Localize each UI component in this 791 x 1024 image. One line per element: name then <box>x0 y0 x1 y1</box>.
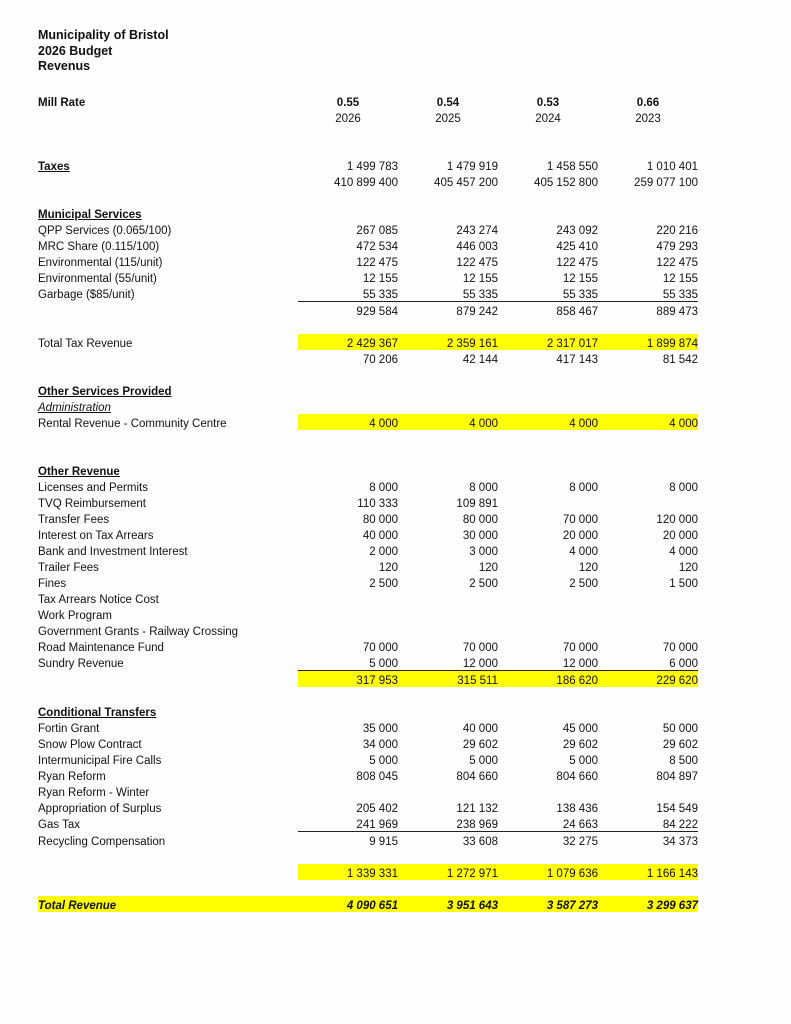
or-r1-label: TVQ Reimbursement <box>38 497 147 510</box>
title-line-3: Revenus <box>38 59 91 73</box>
ct-r4-c2 <box>398 783 498 799</box>
total-tax-revenue-c3: 2 317 017 <box>498 334 598 350</box>
header-row-mill-rate <box>38 93 698 109</box>
ct-r2-c2: 5 000 <box>469 754 498 767</box>
or-subtotal-c4: 229 620 <box>598 670 698 687</box>
ms-subtotal-c2: 879 242 <box>398 301 498 318</box>
ct-subtotal-c3: 1 079 636 <box>498 864 598 880</box>
total-revenue-c2: 3 951 643 <box>398 896 498 912</box>
ttr-below-c4: 81 542 <box>662 353 698 366</box>
ct-r6-label: Gas Tax <box>38 819 80 831</box>
ct-r5-c2: 121 132 <box>456 802 498 815</box>
or-r11-c2: 12 000 <box>462 657 498 670</box>
or-r8-c2 <box>398 606 498 622</box>
spacer <box>38 880 698 896</box>
or-r10-c3: 70 000 <box>562 641 598 654</box>
or-r1-c1: 110 333 <box>357 497 398 510</box>
ms-r0-c1: 267 085 <box>356 224 398 237</box>
table-row <box>38 735 698 751</box>
or-r9-c2 <box>398 622 498 638</box>
ms-r2-c3: 122 475 <box>556 256 598 269</box>
ttr-below-c3: 417 143 <box>556 353 598 366</box>
or-r0-label: Licenses and Permits <box>38 481 148 494</box>
table-row <box>38 638 698 654</box>
or-subtotal-c3: 186 620 <box>498 670 598 687</box>
ct-r4-c3 <box>498 783 598 799</box>
other-revenue-heading: Other Revenue <box>38 465 120 478</box>
total-tax-revenue-label: Total Tax Revenue <box>38 337 133 350</box>
title-line-1: Municipality of Bristol <box>38 28 169 42</box>
ct-subtotal-c4: 1 166 143 <box>598 864 698 880</box>
ms-r4-c2: 55 335 <box>462 288 498 301</box>
total-tax-revenue-row <box>38 334 698 350</box>
or-r9-c3 <box>498 622 598 638</box>
or-r10-c4: 70 000 <box>662 641 698 654</box>
table-row <box>38 799 698 815</box>
spacer <box>38 141 698 157</box>
or-r11-c1: 5 000 <box>369 657 398 670</box>
title-line-2: 2026 Budget <box>38 43 113 58</box>
or-r2-c1: 80 000 <box>362 513 398 526</box>
ct-r6-c1: 241 969 <box>356 818 398 831</box>
or-r9-c1 <box>298 622 398 638</box>
table-row <box>38 173 698 189</box>
ct-r1-c3: 29 602 <box>562 738 598 751</box>
mill-rate-2024: 0.53 <box>536 96 560 109</box>
ct-r0-c1: 35 000 <box>362 722 398 735</box>
taxes-r1-c1: 410 899 400 <box>334 176 398 189</box>
ct-r7-label: Recycling Compensation <box>38 835 166 848</box>
table-row <box>38 221 698 237</box>
or-r1-c4 <box>598 494 698 510</box>
ct-r0-c4: 50 000 <box>662 722 698 735</box>
spacer <box>38 318 698 334</box>
or-r7-c3 <box>498 590 598 606</box>
or-r1-c2: 109 891 <box>456 497 498 510</box>
taxes-r1-c2: 405 457 200 <box>434 176 498 189</box>
or-r4-c4: 4 000 <box>669 545 698 558</box>
other-revenue-subtotal <box>38 670 698 687</box>
or-r2-c3: 70 000 <box>562 513 598 526</box>
ct-r2-c4: 8 500 <box>669 754 698 767</box>
ms-r4-c3: 55 335 <box>562 288 598 301</box>
or-r11-label: Sundry Revenue <box>38 658 124 670</box>
taxes-r1-label <box>38 173 298 189</box>
ct-r4-c1 <box>298 783 398 799</box>
or-r1-c3 <box>498 494 598 510</box>
ct-r6-c3: 24 663 <box>562 818 598 831</box>
spacer <box>38 189 698 205</box>
or-r11-c4: 6 000 <box>669 657 698 670</box>
section-heading-conditional-transfers <box>38 703 698 719</box>
mill-rate-2025: 0.54 <box>436 96 460 109</box>
ms-r3-label: Environmental (55/unit) <box>38 272 157 285</box>
table-row <box>38 542 698 558</box>
or-r5-c2: 120 <box>478 561 498 574</box>
subsection-heading-administration <box>38 398 698 414</box>
taxes-r0-c1: 1 499 783 <box>346 160 398 173</box>
other-services-heading: Other Services Provided <box>38 385 172 398</box>
or-r8-c1 <box>298 606 398 622</box>
year-col-2: 2025 <box>435 112 461 125</box>
or-r6-c2: 2 500 <box>469 577 498 590</box>
ct-r0-label: Fortin Grant <box>38 722 100 735</box>
os-r0-c1: 4 000 <box>298 414 398 430</box>
table-row <box>38 478 698 494</box>
ct-r5-c4: 154 549 <box>656 802 698 815</box>
section-heading-municipal-services <box>38 205 698 221</box>
municipal-services-subtotal <box>38 301 698 318</box>
table-row <box>38 654 698 671</box>
table-row <box>38 574 698 590</box>
ms-r2-label: Environmental (115/unit) <box>38 256 163 269</box>
spacer <box>38 446 698 462</box>
total-revenue-label: Total Revenue <box>38 896 298 912</box>
ms-r0-label: QPP Services (0.065/100) <box>38 224 172 237</box>
or-r10-label: Road Maintenance Fund <box>38 641 164 654</box>
or-r7-c1 <box>298 590 398 606</box>
mill-rate-label: Mill Rate <box>38 96 86 109</box>
table-row <box>38 783 698 799</box>
or-r3-c1: 40 000 <box>362 529 398 542</box>
ms-r1-c3: 425 410 <box>556 240 598 253</box>
table-row <box>38 815 698 832</box>
ms-r0-c4: 220 216 <box>656 224 698 237</box>
ct-subtotal-c2: 1 272 971 <box>398 864 498 880</box>
ms-r2-c2: 122 475 <box>456 256 498 269</box>
or-r0-c2: 8 000 <box>469 481 498 494</box>
ms-r3-c3: 12 155 <box>562 272 598 285</box>
or-r8-c4 <box>598 606 698 622</box>
or-r9-label: Government Grants - Railway Crossing <box>38 625 239 638</box>
or-r6-label: Fines <box>38 577 67 590</box>
total-revenue-c3: 3 587 273 <box>498 896 598 912</box>
ct-r1-c2: 29 602 <box>462 738 498 751</box>
ms-r3-c2: 12 155 <box>462 272 498 285</box>
or-r10-c1: 70 000 <box>362 641 398 654</box>
total-revenue-c1: 4 090 651 <box>298 896 398 912</box>
spacer <box>38 687 698 703</box>
table-row <box>38 269 698 285</box>
ct-r1-c4: 29 602 <box>662 738 698 751</box>
or-r8-c3 <box>498 606 598 622</box>
ms-subtotal-c3: 858 467 <box>498 301 598 318</box>
spacer <box>38 430 698 446</box>
table-row <box>38 719 698 735</box>
total-tax-revenue-c2: 2 359 161 <box>398 334 498 350</box>
table-row <box>38 558 698 574</box>
ms-r2-c1: 122 475 <box>356 256 398 269</box>
table-row <box>38 606 698 622</box>
ct-r2-label: Intermunicipal Fire Calls <box>38 754 162 767</box>
ct-r6-c4: 84 222 <box>662 818 698 831</box>
or-r0-c1: 8 000 <box>369 481 398 494</box>
ms-r3-c1: 12 155 <box>362 272 398 285</box>
ct-subtotal-c1: 1 339 331 <box>298 864 398 880</box>
or-r0-c3: 8 000 <box>569 481 598 494</box>
ct-r3-c4: 804 897 <box>656 770 698 783</box>
ttr-below-c2: 42 144 <box>462 353 498 366</box>
ct-r1-label: Snow Plow Contract <box>38 738 142 751</box>
ct-r7-c4: 34 373 <box>598 831 698 848</box>
spacer <box>38 366 698 382</box>
ct-r0-c2: 40 000 <box>462 722 498 735</box>
ct-r1-c1: 34 000 <box>362 738 398 751</box>
or-r6-c1: 2 500 <box>369 577 398 590</box>
or-r4-label: Bank and Investment Interest <box>38 545 188 558</box>
ct-r3-c1: 808 045 <box>356 770 398 783</box>
ct-r7-c3: 32 275 <box>498 831 598 848</box>
ct-r6-c2: 238 969 <box>456 818 498 831</box>
conditional-transfers-subtotal <box>38 864 698 880</box>
or-r7-c2 <box>398 590 498 606</box>
table-row <box>38 494 698 510</box>
or-r2-label: Transfer Fees <box>38 513 110 526</box>
taxes-r0-c3: 1 458 550 <box>546 160 598 173</box>
table-row <box>38 622 698 638</box>
ct-r5-c1: 205 402 <box>356 802 398 815</box>
or-r4-c2: 3 000 <box>469 545 498 558</box>
or-r5-c1: 120 <box>378 561 398 574</box>
total-revenue-c4: 3 299 637 <box>598 896 698 912</box>
os-r0-c3: 4 000 <box>498 414 598 430</box>
ms-r1-c4: 479 293 <box>656 240 698 253</box>
document-title <box>38 28 728 75</box>
os-r0-label: Rental Revenue - Community Centre <box>38 417 227 430</box>
or-r6-c3: 2 500 <box>569 577 598 590</box>
ttr-below-label <box>38 350 298 366</box>
os-r0-c2: 4 000 <box>398 414 498 430</box>
ct-r3-label: Ryan Reform <box>38 770 106 783</box>
section-heading-other-revenue <box>38 462 698 478</box>
table-row <box>38 285 698 302</box>
taxes-r1-c3: 405 152 800 <box>534 176 598 189</box>
table-row <box>38 237 698 253</box>
or-r8-label: Work Program <box>38 609 112 622</box>
ms-r1-label: MRC Share (0.115/100) <box>38 240 160 253</box>
or-r5-c4: 120 <box>678 561 698 574</box>
spacer <box>38 848 698 864</box>
taxes-r1-c4: 259 077 100 <box>634 176 698 189</box>
mill-rate-2023: 0.66 <box>636 96 660 109</box>
ct-r4-label: Ryan Reform - Winter <box>38 786 150 799</box>
ct-r7-c1: 9 915 <box>298 831 398 848</box>
table-row <box>38 253 698 269</box>
or-r0-c4: 8 000 <box>669 481 698 494</box>
or-r2-c4: 120 000 <box>656 513 698 526</box>
municipal-services-heading: Municipal Services <box>38 208 142 221</box>
or-r3-c4: 20 000 <box>662 529 698 542</box>
ct-r7-c2: 33 608 <box>398 831 498 848</box>
or-r10-c2: 70 000 <box>462 641 498 654</box>
or-r3-c2: 30 000 <box>462 529 498 542</box>
ms-r4-label: Garbage ($85/unit) <box>38 289 135 301</box>
ms-r4-c1: 55 335 <box>362 288 398 301</box>
or-r4-c1: 2 000 <box>369 545 398 558</box>
total-tax-revenue-c4: 1 899 874 <box>598 334 698 350</box>
or-r5-c3: 120 <box>578 561 598 574</box>
ms-r1-c2: 446 003 <box>456 240 498 253</box>
total-tax-revenue-c1: 2 429 367 <box>298 334 398 350</box>
ct-r0-c3: 45 000 <box>562 722 598 735</box>
table-row <box>38 751 698 767</box>
or-r9-c4 <box>598 622 698 638</box>
table-row <box>38 350 698 366</box>
or-r3-c3: 20 000 <box>562 529 598 542</box>
administration-subheading: Administration <box>38 401 111 414</box>
or-r2-c2: 80 000 <box>462 513 498 526</box>
ms-r0-c2: 243 274 <box>456 224 498 237</box>
ms-subtotal-c4: 889 473 <box>598 301 698 318</box>
table-row <box>38 526 698 542</box>
budget-sheet <box>28 28 728 912</box>
taxes-r0-c2: 1 479 919 <box>446 160 498 173</box>
or-subtotal-c2: 315 511 <box>398 670 498 687</box>
mill-rate-2026: 0.55 <box>336 96 360 109</box>
ms-r0-c3: 243 092 <box>556 224 598 237</box>
or-r7-label: Tax Arrears Notice Cost <box>38 593 159 606</box>
or-r3-label: Interest on Tax Arrears <box>38 529 154 542</box>
or-subtotal-c1: 317 953 <box>298 670 398 687</box>
or-r4-c3: 4 000 <box>569 545 598 558</box>
total-revenue-row <box>38 896 698 912</box>
ms-r2-c4: 122 475 <box>656 256 698 269</box>
budget-table <box>38 93 698 912</box>
ct-r2-c1: 5 000 <box>369 754 398 767</box>
ms-r1-c1: 472 534 <box>356 240 398 253</box>
ct-r3-c3: 804 660 <box>556 770 598 783</box>
ct-r4-c4 <box>598 783 698 799</box>
ct-r5-label: Appropriation of Surplus <box>38 802 162 815</box>
or-r7-c4 <box>598 590 698 606</box>
table-row <box>38 414 698 430</box>
table-row <box>38 767 698 783</box>
ms-subtotal-c1: 929 584 <box>298 301 398 318</box>
ct-r2-c3: 5 000 <box>569 754 598 767</box>
year-row-spacer <box>38 109 298 125</box>
os-r0-c4: 4 000 <box>598 414 698 430</box>
section-heading-other-services <box>38 382 698 398</box>
conditional-transfers-heading: Conditional Transfers <box>38 706 157 719</box>
ms-r3-c4: 12 155 <box>662 272 698 285</box>
ct-r3-c2: 804 660 <box>456 770 498 783</box>
ms-r4-c4: 55 335 <box>662 288 698 301</box>
or-r5-label: Trailer Fees <box>38 561 99 574</box>
ct-r5-c3: 138 436 <box>556 802 598 815</box>
year-col-1: 2026 <box>335 112 361 125</box>
header-row-years <box>38 109 698 125</box>
year-col-3: 2024 <box>535 112 561 125</box>
table-row <box>38 831 698 848</box>
table-row <box>38 590 698 606</box>
spacer <box>38 125 698 141</box>
year-col-4: 2023 <box>635 112 661 125</box>
section-heading-taxes <box>38 157 698 173</box>
taxes-heading: Taxes <box>38 160 70 173</box>
ttr-below-c1: 70 206 <box>362 353 398 366</box>
or-r11-c3: 12 000 <box>562 657 598 670</box>
or-r6-c4: 1 500 <box>669 577 698 590</box>
taxes-r0-c4: 1 010 401 <box>646 160 698 173</box>
table-row <box>38 510 698 526</box>
